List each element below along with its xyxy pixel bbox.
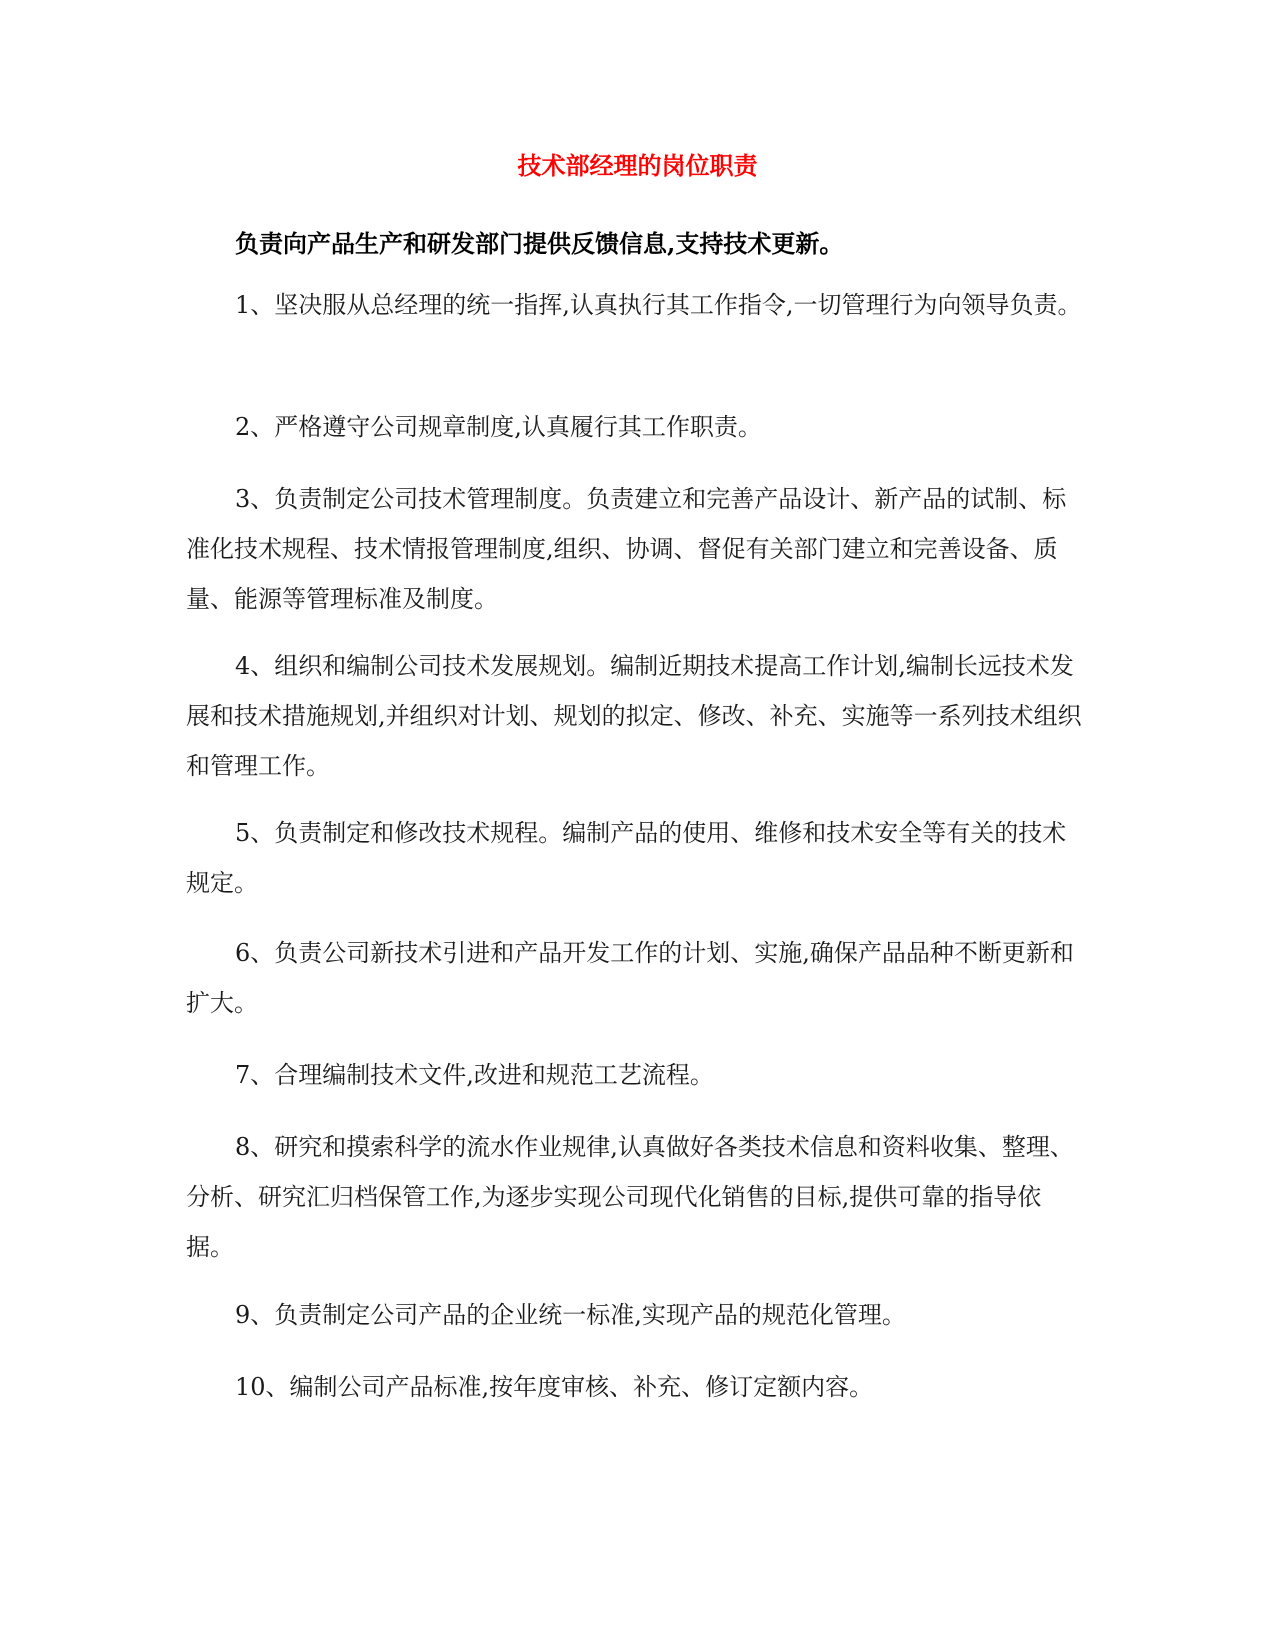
duty-item-8: 8、研究和摸索科学的流水作业规律,认真做好各类技术信息和资料收集、整理、分析、研究汇归档保管工作,为逐步实现公司现代化销售的目标,提供可靠的指导依据。 (186, 1133, 1074, 1261)
duty-item-4: 4、组织和编制公司技术发展规划。编制近期技术提高工作计划,编制长远技术发展和技术措施规划,并组织对计划、规划的拟定、修改、补充、实施等一系列技术组织和管理工作。 (186, 652, 1082, 780)
page-subtitle: 负责向产品生产和研发部门提供反馈信息,支持技术更新。 (235, 229, 844, 258)
duty-item-6: 6、负责公司新技术引进和产品开发工作的计划、实施,确保产品品种不断更新和扩大。 (186, 939, 1074, 1017)
duty-item-1: 1、坚决服从总经理的统一指挥,认真执行其工作指令,一切管理行为向领导负责。 (235, 291, 1082, 319)
duty-item-2: 2、严格遵守公司规章制度,认真履行其工作职责。 (235, 413, 762, 441)
duty-item-5: 5、负责制定和修改技术规程。编制产品的使用、维修和技术安全等有关的技术规定。 (186, 819, 1067, 897)
duty-item-7: 7、合理编制技术文件,改进和规范工艺流程。 (235, 1061, 714, 1089)
page-title: 技术部经理的岗位职责 (517, 151, 758, 180)
duty-item-10: 10、编制公司产品标准,按年度审核、补充、修订定额内容。 (235, 1373, 874, 1401)
duty-item-3: 3、负责制定公司技术管理制度。负责建立和完善产品设计、新产品的试制、标准化技术规程、技术情报管理制度,组织、协调、督促有关部门建立和完善设备、质量、能源等管理标准及制度。 (186, 485, 1067, 613)
duty-item-9: 9、负责制定公司产品的企业统一标准,实现产品的规范化管理。 (235, 1301, 906, 1329)
